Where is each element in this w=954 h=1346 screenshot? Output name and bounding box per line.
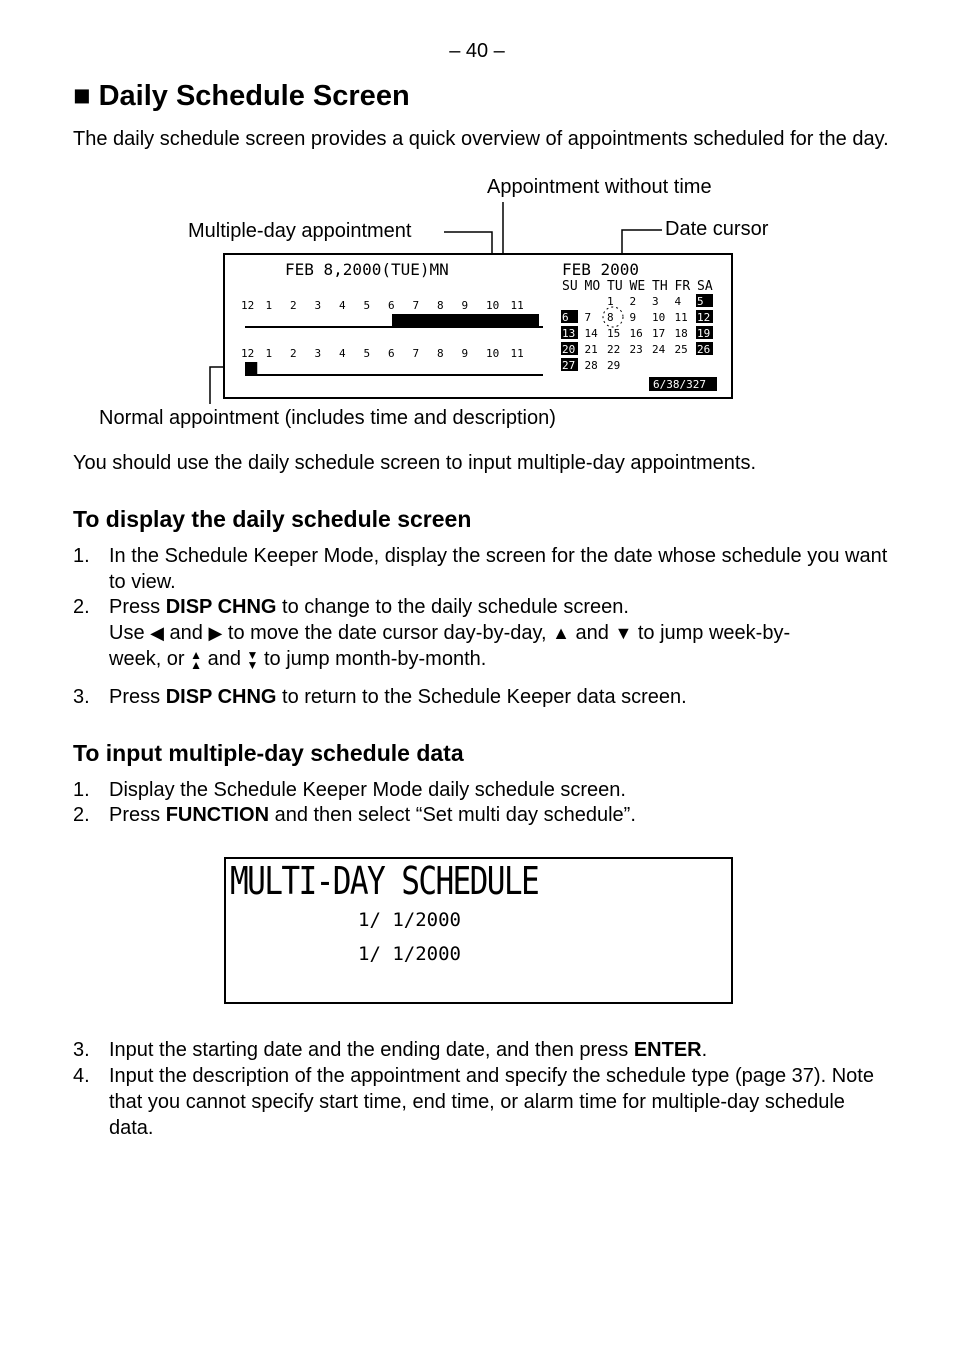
lcd-calendar-day: 27 bbox=[562, 359, 576, 372]
lcd-hour-label: 10 bbox=[486, 347, 500, 360]
callout-normal: Normal appointment (includes time and description) bbox=[99, 407, 556, 429]
section-heading-display: To display the daily schedule screen bbox=[73, 506, 472, 532]
lcd-calendar-day: 23 bbox=[629, 343, 643, 356]
double-down-arrow-icon: ▼ ▼ bbox=[246, 647, 259, 672]
lcd-hour-label: 12 bbox=[241, 347, 255, 360]
lcd-hour-label: 9 bbox=[461, 347, 469, 360]
up-arrow-icon: ▲ bbox=[552, 623, 570, 643]
lcd-hour-label: 12 bbox=[241, 299, 255, 312]
lcd-calendar-day: 5 bbox=[697, 295, 704, 308]
lcd-calendar-day: 21 bbox=[584, 343, 598, 356]
lcd-calendar-day: 14 bbox=[584, 327, 598, 340]
lcd-calendar-day: 20 bbox=[562, 343, 576, 356]
right-arrow-icon: ▶ bbox=[208, 623, 223, 643]
lcd-calendar-day: 7 bbox=[584, 311, 592, 324]
multi-day-bar bbox=[392, 314, 539, 327]
lcd-hour-label: 5 bbox=[363, 299, 371, 312]
callout-without-time: Appointment without time bbox=[487, 176, 712, 198]
page-title: ■ Daily Schedule Screen bbox=[73, 80, 410, 112]
lcd-hour-label: 1 bbox=[265, 299, 273, 312]
lcd-calendar-day: 9 bbox=[629, 311, 637, 324]
end-date-field[interactable]: 1/ 1/2000 bbox=[358, 943, 461, 965]
key-disp-chng: DISP CHNG bbox=[165, 596, 277, 618]
lcd-hour-label: 3 bbox=[314, 347, 322, 360]
callout-multi-day: Multiple-day appointment bbox=[188, 220, 412, 242]
lcd-hour-label: 2 bbox=[290, 299, 297, 312]
lcd-calendar-day: 11 bbox=[674, 311, 688, 324]
note-paragraph: You should use the daily schedule screen to input multiple-day appointments. bbox=[73, 452, 757, 474]
lcd-hour-label: 5 bbox=[363, 347, 371, 360]
lcd-calendar-day: 19 bbox=[697, 327, 711, 340]
start-date-field[interactable]: 1/ 1/2000 bbox=[358, 909, 461, 931]
lcd-calendar-header: FEB 2000 bbox=[562, 260, 640, 279]
lcd-weekday-row bbox=[562, 279, 713, 294]
lcd-weekday: TH bbox=[652, 279, 668, 294]
lcd-display bbox=[225, 255, 731, 397]
lcd-hour-label: 1 bbox=[265, 347, 273, 360]
lcd-weekday: SU bbox=[562, 279, 578, 294]
multi-day-title: MULTI-DAY SCHEDULE bbox=[230, 859, 539, 903]
lcd-calendar-day: 25 bbox=[674, 343, 688, 356]
intro-paragraph: The daily schedule screen provides a quick overview of appointments scheduled for the day. bbox=[73, 128, 889, 150]
lcd-hour-label: 7 bbox=[412, 299, 420, 312]
lcd-calendar-day: 8 bbox=[607, 311, 614, 324]
lcd-hour-label: 10 bbox=[486, 299, 500, 312]
lcd-calendar-day: 4 bbox=[674, 295, 682, 308]
lcd-calendar-day: 29 bbox=[607, 359, 621, 372]
double-up-arrow-icon: ▲ ▲ bbox=[190, 647, 203, 672]
lcd-calendar-day: 6 bbox=[562, 311, 569, 324]
section-heading-input: To input multiple-day schedule data bbox=[73, 740, 464, 766]
lcd-calendar-day: 2 bbox=[629, 295, 637, 308]
lcd-hour-label: 8 bbox=[437, 299, 444, 312]
lcd-date-header: FEB 8,2000(TUE)MN bbox=[285, 260, 449, 279]
lcd-hour-label: 9 bbox=[461, 299, 469, 312]
lcd-weekday: FR bbox=[674, 279, 691, 294]
lcd-calendar-day: 17 bbox=[652, 327, 666, 340]
lcd-hour-label: 11 bbox=[510, 299, 524, 312]
normal-appointment-bar bbox=[245, 362, 257, 375]
lcd-footer: 6/38/327 bbox=[653, 378, 706, 391]
lcd-hour-label: 3 bbox=[314, 299, 322, 312]
list-item: 2. Press DISP CHNG to change to the daily schedule screen. Use ◀ and ▶ to move the date cursor day-by-day, ▲ and ▼ to jump week-by- week, or ▲ ▲ and ▼ ▼ to jump month-by-month. bbox=[73, 596, 791, 672]
lcd-calendar-day: 3 bbox=[652, 295, 659, 308]
lcd-calendar-day: 12 bbox=[697, 311, 711, 324]
lcd-calendar-day: 22 bbox=[607, 343, 621, 356]
lcd-hour-label: 8 bbox=[437, 347, 444, 360]
daily-schedule-lcd bbox=[223, 253, 733, 399]
lcd-weekday: MO bbox=[584, 279, 601, 294]
lcd-hour-label: 6 bbox=[388, 347, 395, 360]
lcd-hour-label: 2 bbox=[290, 347, 297, 360]
multi-day-schedule-lcd bbox=[224, 857, 733, 1004]
lcd-calendar-day: 28 bbox=[584, 359, 598, 372]
left-arrow-icon: ◀ bbox=[150, 623, 164, 643]
lcd-weekday: WE bbox=[629, 279, 646, 294]
lcd-hour-scale-1 bbox=[241, 299, 524, 312]
lcd-hour-label: 7 bbox=[412, 347, 420, 360]
key-enter: ENTER bbox=[633, 1039, 702, 1061]
lcd-weekday: TU bbox=[607, 279, 623, 294]
lcd-hour-label: 6 bbox=[388, 299, 395, 312]
lcd-calendar-day: 18 bbox=[674, 327, 688, 340]
lcd-calendar-day: 26 bbox=[697, 343, 711, 356]
down-arrow-icon: ▼ bbox=[614, 623, 633, 643]
lcd-calendar-day: 24 bbox=[652, 343, 666, 356]
key-function: FUNCTION bbox=[165, 804, 270, 826]
lcd-calendar-day: 15 bbox=[607, 327, 621, 340]
lcd-hour-label: 4 bbox=[339, 347, 346, 360]
lcd-calendar-day: 16 bbox=[629, 327, 643, 340]
lcd-calendar-day: 1 bbox=[607, 295, 614, 308]
lcd-calendar-day: 13 bbox=[562, 327, 576, 340]
lcd-hour-label: 4 bbox=[339, 299, 346, 312]
page-number: – 40 – bbox=[449, 40, 505, 62]
lcd-hour-scale-2 bbox=[241, 347, 524, 360]
lcd-calendar-day: 10 bbox=[652, 311, 666, 324]
lcd-hour-label: 11 bbox=[510, 347, 524, 360]
lcd-weekday: SA bbox=[697, 279, 713, 294]
lcd-calendar-grid bbox=[561, 294, 713, 372]
key-disp-chng: DISP CHNG bbox=[165, 686, 277, 708]
callout-date-cursor: Date cursor bbox=[665, 218, 769, 240]
